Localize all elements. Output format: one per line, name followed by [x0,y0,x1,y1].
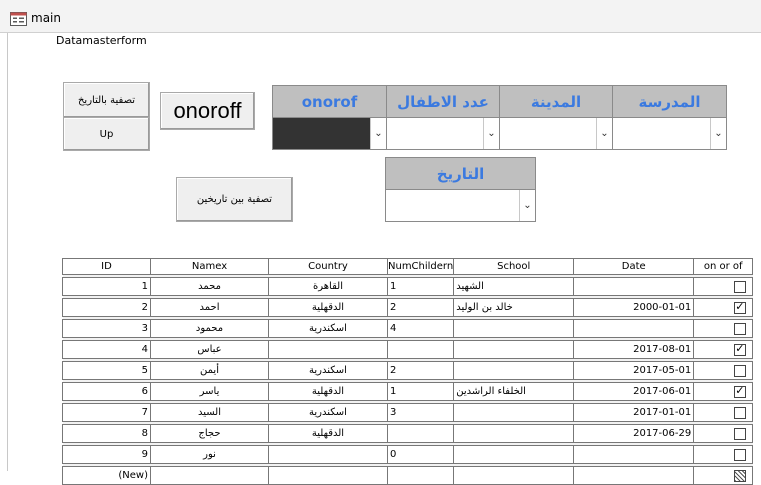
up-button[interactable]: Up [63,117,150,151]
cell-name[interactable]: عباس [151,341,269,359]
cell-id[interactable]: 7 [63,404,151,422]
cell-school[interactable] [454,320,574,338]
cell-date[interactable] [574,278,694,296]
chevron-down-icon[interactable]: ⌄ [596,118,612,149]
school-filter-combo[interactable] [612,117,727,150]
filter-between-dates-button[interactable]: تصفية بين تاريخين [176,177,293,222]
cell-country[interactable]: الدقهلية [269,299,388,317]
cell-num-children[interactable]: 2 [388,362,454,380]
cell-num-children[interactable]: 4 [388,320,454,338]
window-title: main [31,11,61,25]
cell-school[interactable] [454,467,574,485]
cell-id[interactable]: 9 [63,446,151,464]
children-filter-combo[interactable] [386,117,500,150]
cell-id[interactable]: 5 [63,362,151,380]
cell-country[interactable]: اسكندرية [269,320,388,338]
chevron-down-icon[interactable]: ⌄ [483,118,499,149]
cell-num-children[interactable]: 1 [388,383,454,401]
cell-name[interactable]: ياسر [151,383,269,401]
cell-name[interactable]: حجاج [151,425,269,443]
city-filter-combo[interactable] [499,117,613,150]
cell-school[interactable]: خالد بن الوليد [454,299,574,317]
cell-name[interactable]: محمود [151,320,269,338]
records-table [62,258,753,485]
onorof-filter-combo[interactable] [272,117,387,150]
cell-country[interactable] [269,341,388,359]
cell-country[interactable] [269,467,388,485]
new-record-checkbox[interactable] [734,470,746,482]
city-filter-header: المدينة [499,85,613,118]
cell-date[interactable]: 2017-05-01 [574,362,694,380]
cell-date[interactable]: 2017-08-01 [574,341,694,359]
column-header-name[interactable]: Namex [151,259,269,275]
table-row[interactable] [63,383,753,401]
cell-school[interactable] [454,425,574,443]
new-record-row[interactable] [63,467,753,485]
cell-country[interactable]: القاهرة [269,278,388,296]
cell-num-children[interactable] [388,341,454,359]
form-icon [10,12,27,26]
onoroff-button[interactable]: onoroff [160,92,255,130]
table-row[interactable] [63,299,753,317]
column-header-num-children[interactable]: NumChildern [388,259,454,275]
cell-school[interactable]: الشهيد [454,278,574,296]
checked-checkbox[interactable] [734,344,746,356]
cell-name[interactable]: محمد [151,278,269,296]
cell-id[interactable]: 6 [63,383,151,401]
cell-on-or-of[interactable] [694,278,753,296]
cell-on-or-of[interactable] [694,341,753,359]
cell-on-or-of[interactable] [694,467,753,485]
cell-school[interactable]: الخلفاء الراشدين [454,383,574,401]
cell-date[interactable]: 2017-01-01 [574,404,694,422]
cell-num-children[interactable]: 1 [388,278,454,296]
column-header-id[interactable]: ID [63,259,151,275]
checked-checkbox[interactable] [734,386,746,398]
unchecked-checkbox[interactable] [734,365,746,377]
cell-name[interactable]: احمد [151,299,269,317]
cell-date[interactable] [574,446,694,464]
chevron-down-icon[interactable]: ⌄ [710,118,726,149]
cell-date[interactable] [574,320,694,338]
school-filter-header: المدرسة [612,85,727,118]
cell-on-or-of[interactable] [694,383,753,401]
cell-id[interactable]: 1 [63,278,151,296]
cell-id[interactable]: 3 [63,320,151,338]
unchecked-checkbox[interactable] [734,449,746,461]
new-record-label[interactable]: (New) [63,467,151,485]
cell-num-children[interactable] [388,467,454,485]
cell-country[interactable]: الدقهلية [269,425,388,443]
cell-name[interactable]: نور [151,446,269,464]
cell-on-or-of[interactable] [694,446,753,464]
chevron-down-icon[interactable]: ⌄ [370,118,386,149]
chevron-down-icon[interactable]: ⌄ [519,190,535,221]
cell-num-children[interactable]: 2 [388,299,454,317]
column-header-on-or-of[interactable]: on or of [694,259,753,275]
cell-school[interactable] [454,362,574,380]
cell-school[interactable] [454,404,574,422]
onorof-filter-header: onorof [272,85,387,118]
title-bar [0,0,761,33]
table-row[interactable] [63,446,753,464]
table-row[interactable] [63,404,753,422]
cell-on-or-of[interactable] [694,299,753,317]
cell-date[interactable]: 2017-06-01 [574,383,694,401]
form-name-label: Datamasterform [56,34,147,47]
cell-date[interactable]: 2017-06-29 [574,425,694,443]
cell-school[interactable] [454,446,574,464]
table-row[interactable] [63,425,753,443]
cell-on-or-of[interactable] [694,320,753,338]
unchecked-checkbox[interactable] [734,323,746,335]
table-header-row [63,259,753,275]
table-row[interactable] [63,320,753,338]
cell-num-children[interactable]: 3 [388,404,454,422]
column-header-school[interactable]: School [454,259,574,275]
column-header-country[interactable]: Country [269,259,388,275]
cell-school[interactable] [454,341,574,359]
cell-country[interactable]: الدقهلية [269,383,388,401]
unchecked-checkbox[interactable] [734,281,746,293]
table-row[interactable] [63,278,753,296]
cell-name[interactable]: السيد [151,404,269,422]
unchecked-checkbox[interactable] [734,428,746,440]
cell-num-children[interactable]: 0 [388,446,454,464]
unchecked-checkbox[interactable] [734,407,746,419]
table-row[interactable] [63,362,753,380]
cell-name[interactable] [151,467,269,485]
cell-on-or-of[interactable] [694,404,753,422]
cell-country[interactable]: اسكندرية [269,404,388,422]
cell-id[interactable]: 4 [63,341,151,359]
cell-country[interactable]: اسكندرية [269,362,388,380]
cell-on-or-of[interactable] [694,425,753,443]
checked-checkbox[interactable] [734,302,746,314]
date-filter-header: التاريخ [385,157,536,190]
cell-id[interactable]: 2 [63,299,151,317]
column-header-date[interactable]: Date [574,259,694,275]
cell-country[interactable] [269,446,388,464]
cell-id[interactable]: 8 [63,425,151,443]
cell-date[interactable] [574,467,694,485]
cell-num-children[interactable] [388,425,454,443]
date-filter-combo[interactable] [385,189,536,222]
cell-date[interactable]: 2000-01-01 [574,299,694,317]
cell-on-or-of[interactable] [694,362,753,380]
table-row[interactable] [63,341,753,359]
children-filter-header: عدد الاطفال [386,85,500,118]
frame-border [7,33,8,471]
cell-name[interactable]: أيمن [151,362,269,380]
filter-by-date-button[interactable]: تصفية بالتاريخ [63,82,150,118]
